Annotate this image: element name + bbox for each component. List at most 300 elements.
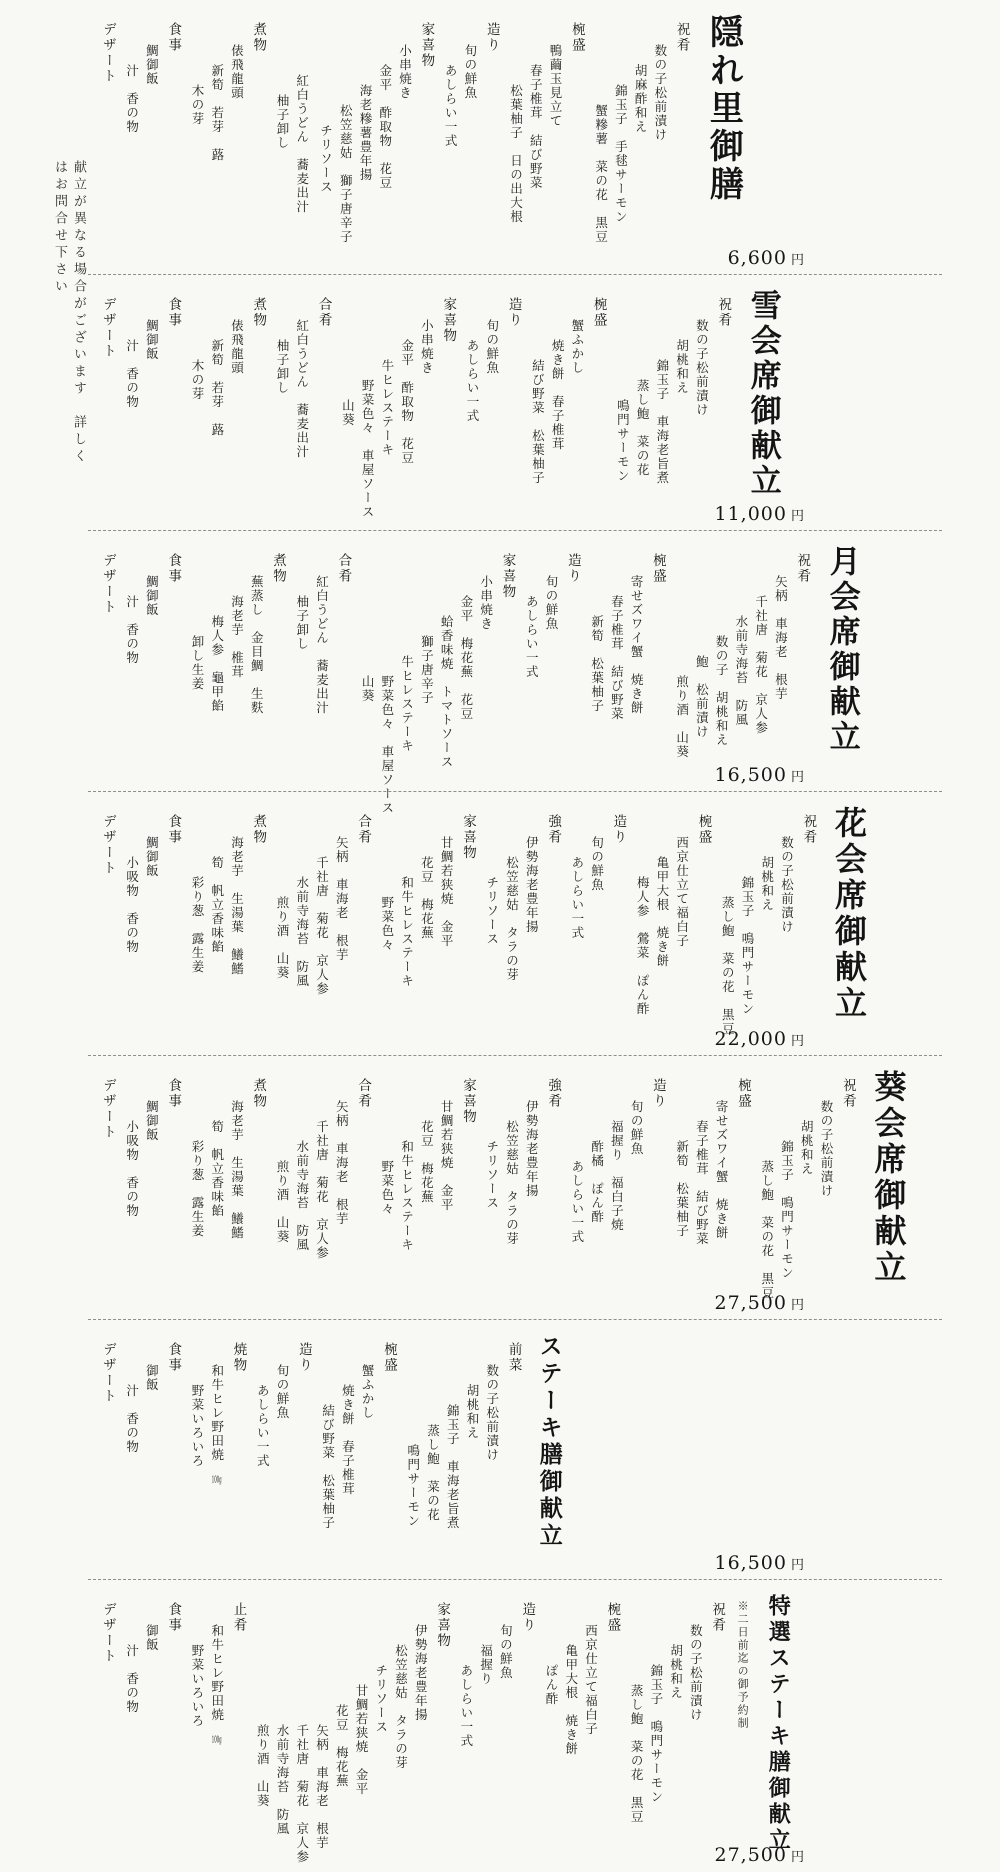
menu-item: 木の芽	[189, 359, 205, 401]
menu-group	[465, 289, 520, 521]
section-price	[715, 503, 806, 525]
section-body	[90, 1334, 561, 1570]
menu-item: 小串焼き	[419, 319, 435, 375]
menu-item: 蒸し鮑 菜の花 黒豆	[629, 1684, 645, 1824]
menu-group	[125, 1070, 180, 1310]
menu-item: 汁 香の物	[124, 64, 140, 134]
group-label: 椀盛	[649, 553, 666, 584]
menu-group	[100, 806, 115, 1046]
group-label: デザート	[99, 1078, 116, 1140]
menu-item: 水前寺海苔 防風	[275, 1724, 291, 1836]
menu-group	[275, 1070, 370, 1310]
menu-item: チリソース	[484, 876, 500, 946]
price-amount: 16,500	[714, 764, 787, 786]
menu-item: 錦玉子 鳴門サーモン	[779, 1140, 795, 1280]
group-label: 煮物	[250, 814, 267, 845]
price-currency: 円	[790, 770, 805, 785]
menu-item: 牛ヒレステーキ	[379, 359, 395, 457]
menu-group	[256, 1334, 311, 1570]
group-label: 椀盛	[568, 22, 585, 53]
group-label: 止肴	[230, 1602, 247, 1633]
menu-item: 数の子松前漬け	[779, 836, 795, 934]
section-price	[715, 1844, 806, 1866]
menu-item: 御飯	[144, 1364, 160, 1392]
group-label: 祝肴	[709, 1602, 726, 1633]
group-label: 合肴	[315, 297, 332, 328]
menu-item: 焼き餅 春子椎茸	[340, 1384, 356, 1496]
menu-item: 鯛御飯	[144, 1100, 160, 1142]
menu-item: あしらい一式	[255, 1384, 271, 1468]
menu-item: 寄せズワイ蟹 焼き餅	[714, 1100, 730, 1240]
group-label: 祝肴	[839, 1078, 856, 1109]
menu-item: 数の子 胡桃和え	[714, 635, 730, 747]
menu-item: 小吸物 香の物	[124, 856, 140, 954]
menu-section	[0, 531, 1000, 815]
menu-item: あしらい一式	[569, 856, 585, 940]
menu-item: ぽん酢	[543, 1664, 559, 1706]
price-amount: 11,000	[714, 503, 787, 525]
group-label: 造り	[295, 1342, 312, 1373]
menu-group	[380, 806, 475, 1046]
group-label: 合肴	[355, 1078, 372, 1109]
menu-item: 牛ヒレステーキ	[399, 655, 415, 753]
menu-item: 紅白うどん 蕎麦出汁	[314, 575, 330, 715]
menu-item: 獅子唐辛子	[419, 635, 435, 705]
menu-item: 紅白うどん 蕎麦出汁	[294, 319, 310, 459]
menu-item: 胡桃和え	[464, 1384, 480, 1440]
menu-item: 汁 香の物	[124, 595, 140, 665]
menu-group	[319, 14, 434, 265]
menu-item: 春子椎茸 結び野菜	[528, 64, 544, 190]
menu-item: 数の子松前漬け	[694, 319, 710, 417]
menu-group	[275, 289, 330, 521]
group-label: 食事	[165, 297, 182, 328]
section-body	[90, 806, 868, 1046]
menu-item: 金平 梅花蕪 花豆	[458, 595, 474, 721]
group-label: 煮物	[250, 1078, 267, 1109]
price-amount: 22,000	[714, 1028, 787, 1050]
price-amount: 16,500	[714, 1552, 787, 1574]
menu-group	[190, 1594, 245, 1862]
menu-group	[616, 289, 731, 521]
menu-item: 水前寺海苔 防風	[294, 1140, 310, 1252]
menu-group	[544, 1594, 619, 1862]
menu-item: 千社唐 菊花 京人参	[753, 595, 769, 735]
menu-item: 花豆 梅花蕪	[419, 856, 435, 940]
menu-item: 小吸物 香の物	[124, 1120, 140, 1218]
section-title: 隠れ里御膳	[703, 14, 744, 204]
menu-item: 野菜いろいろ	[189, 1644, 205, 1728]
menu-item: 松葉柚子 日の出大根	[508, 84, 524, 224]
menu-item: 矢柄 車海老 根芋	[334, 1100, 350, 1226]
menu-group	[509, 14, 584, 265]
menu-group	[531, 289, 606, 521]
menu-item: 蛤香味焼 トマトソース	[439, 615, 455, 769]
menu-item: 蟹ふかし	[569, 319, 585, 375]
group-label: 煮物	[270, 553, 287, 584]
group-label: デザート	[99, 1602, 116, 1664]
menu-item: 千社唐 菊花 京人参	[314, 856, 330, 996]
section-body	[90, 545, 860, 815]
group-label: 煮物	[250, 297, 267, 328]
group-label: 食事	[165, 553, 182, 584]
menu-item: 梅人参 龜甲餡	[209, 615, 225, 713]
section-body	[90, 14, 744, 265]
menu-item: 酢橘 ぽん酢	[589, 1140, 605, 1224]
menu-item: 彩り葱 露生姜	[189, 876, 205, 974]
menu-group	[485, 806, 560, 1046]
menu-item: 筍 帆立香味餡	[209, 1120, 225, 1218]
menu-section	[0, 1320, 1000, 1580]
side-note: 献立が異なる場合がございます 詳しくはお問合せ下さい	[52, 160, 86, 466]
menu-item: 焼き餅 春子椎茸	[550, 339, 566, 451]
section-title: 特選ステーキ膳御献立	[765, 1594, 792, 1854]
menu-item: 鮑 松前漬け	[694, 655, 710, 739]
menu-group	[190, 14, 265, 265]
menu-item: あしらい一式	[569, 1160, 585, 1244]
menu-item: 胡桃和え	[668, 1644, 684, 1700]
menu-item: 汁 香の物	[124, 1384, 140, 1454]
menu-item: チリソース	[484, 1140, 500, 1210]
menu-item: あしらい一式	[443, 64, 459, 148]
menu-item: 柚子卸し	[275, 339, 291, 395]
menu-item: 矢柄 車海老 根芋	[314, 1724, 330, 1850]
group-label: 椀盛	[604, 1602, 621, 1633]
section-title: ステーキ膳御献立	[535, 1334, 563, 1550]
group-label: 食事	[165, 22, 182, 53]
menu-item: 野菜色々 車屋ソース	[360, 379, 376, 519]
menu-item: 新筍 松葉柚子	[674, 1140, 690, 1238]
menu-item: 紅白うどん 蕎麦出汁	[294, 74, 310, 214]
group-label: 祝肴	[673, 22, 690, 53]
menu-item: 汁 香の物	[124, 339, 140, 409]
menu-item: チリソース	[373, 1664, 389, 1734]
menu-item: 数の子松前漬け	[688, 1624, 704, 1722]
section-price	[715, 764, 806, 786]
menu-item: 甘鯛若狭焼 金平	[354, 1684, 370, 1796]
menu-item: 山葵	[360, 675, 376, 703]
group-label: 椀盛	[380, 1342, 397, 1373]
menu-item: 福握り 福白子焼	[609, 1120, 625, 1232]
menu-item: 山葵	[340, 399, 356, 427]
menu-item: 数の子松前漬け	[484, 1364, 500, 1462]
group-label: 椀盛	[735, 1078, 751, 1109]
menu-section	[0, 792, 1000, 1056]
menu-item: 錦玉子 車海老旨煮	[654, 359, 670, 485]
menu-item: 野菜色々	[379, 1160, 395, 1216]
menu-group	[125, 289, 180, 521]
menu-group	[594, 14, 689, 265]
menu-item: あしらい一式	[524, 595, 540, 679]
menu-group	[190, 1334, 245, 1570]
section-price	[715, 1028, 806, 1050]
menu-group	[360, 545, 516, 815]
menu-section	[0, 0, 1000, 275]
menu-group	[760, 1070, 855, 1310]
menu-item: 旬の鮮魚	[275, 1364, 291, 1420]
menu-item: 旬の鮮魚	[462, 44, 478, 100]
menu-group	[100, 1594, 115, 1862]
menu-item: 松笠慈姑 タラの芽	[393, 1644, 409, 1770]
menu-item: 野菜色々 車屋ソース	[379, 675, 395, 815]
menu-item: 千社唐 菊花 京人参	[294, 1724, 310, 1864]
menu-item: 亀甲大根 焼き餅	[654, 856, 670, 968]
menu-group	[443, 14, 498, 265]
weight-note: 100g	[211, 1736, 222, 1745]
menu-item: 柚子卸し	[275, 94, 291, 150]
menu-item: 煎り酒 山葵	[255, 1724, 271, 1808]
menu-item: 御飯	[144, 1624, 160, 1652]
menu-section	[0, 275, 1000, 531]
menu-group	[721, 806, 816, 1046]
menu-item: 結び野菜 松葉柚子	[320, 1404, 336, 1530]
menu-item: 海老芋 生湯葉 鱶鰭	[229, 1100, 245, 1240]
weight-note: 100g	[211, 1476, 222, 1485]
group-label: 造り	[610, 814, 627, 845]
group-label: 前菜	[505, 1342, 522, 1373]
menu-group	[125, 545, 180, 782]
group-label: デザート	[99, 553, 116, 615]
group-label: デザート	[99, 1342, 116, 1404]
menu-item: 水前寺海苔 防風	[733, 615, 749, 727]
menu-item: 蒸し鮑 菜の花 黒豆	[759, 1160, 775, 1300]
menu-item: 花豆 梅花蕪	[419, 1120, 435, 1204]
menu-group	[406, 1334, 521, 1570]
menu-item: 錦玉子 鳴門サーモン	[740, 876, 755, 1016]
section-title: 花会席御献立	[829, 806, 868, 1022]
menu-item: 彩り葱 露生姜	[189, 1140, 205, 1238]
section-body	[90, 1070, 908, 1310]
group-label: 焼物	[230, 1342, 247, 1373]
menu-group	[100, 289, 115, 521]
group-label: 家喜物	[459, 1078, 476, 1125]
group-label: 強肴	[545, 1078, 562, 1109]
menu-group	[125, 1594, 180, 1862]
menu-item: 俵飛龍頭	[229, 319, 245, 375]
section-price	[715, 1292, 806, 1314]
menu-section	[0, 1056, 1000, 1320]
menu-item: 鯛御飯	[144, 575, 160, 617]
menu-item: 胡麻酢和え	[633, 64, 649, 134]
menu-item: 数の子松前漬け	[819, 1100, 834, 1198]
menu-group	[570, 1070, 665, 1310]
menu-item: 鴨繭玉見立て	[547, 44, 563, 128]
menu-group	[675, 1070, 750, 1310]
price-currency: 円	[790, 1298, 805, 1313]
menu-group	[590, 545, 665, 782]
menu-item: 和牛ヒレステーキ	[399, 876, 415, 988]
menu-item: 甘鯛若狭焼 金平	[439, 836, 455, 948]
group-label: 椀盛	[590, 297, 607, 328]
menu-item: 海老芋 生湯葉 鱶鰭	[229, 836, 245, 976]
menu-item: 蒸し鮑 菜の花	[425, 1424, 441, 1522]
menu-group	[635, 806, 710, 1046]
group-label: 食事	[165, 1602, 182, 1633]
group-label: 造り	[649, 1078, 666, 1109]
menu-item: 蟹糝薯 菜の花 黒豆	[593, 104, 609, 244]
price-amount: 27,500	[714, 1292, 787, 1314]
menu-group	[190, 545, 285, 782]
menu-item: 新筍 若芽 蕗	[209, 339, 225, 437]
menu-item: 筍 帆立香味餡	[209, 856, 225, 954]
menu-item: 卸し生姜	[189, 635, 205, 691]
menu-group	[275, 806, 370, 1046]
menu-item: 野菜いろいろ	[189, 1384, 205, 1468]
price-currency: 円	[790, 1850, 805, 1865]
menu-item: 旬の鮮魚	[498, 1624, 514, 1680]
menu-item: 旬の鮮魚	[589, 836, 605, 892]
menu-group	[190, 289, 265, 521]
menu-item: 数の子松前漬け	[652, 44, 668, 142]
menu-item: 煎り酒 山葵	[275, 1160, 291, 1244]
menu-group	[321, 1334, 396, 1570]
menu-group	[125, 806, 180, 1046]
menu-item: 伊勢海老豊年揚	[413, 1624, 429, 1722]
menu-item: 水前寺海苔 防風	[294, 876, 310, 988]
group-label: 食事	[165, 814, 182, 845]
menu-item: 新筍 松葉柚子	[589, 615, 605, 713]
menu-item: 木の芽	[189, 84, 205, 126]
menu-item: 鯛御飯	[144, 319, 160, 361]
group-label: 煮物	[250, 22, 267, 53]
price-currency: 円	[790, 509, 805, 524]
menu-item: 伊勢海老豊年揚	[524, 1100, 540, 1198]
section-title: 葵会席御献立	[869, 1070, 908, 1286]
menu-item: 梅人参 鶯菜 ぽん酢	[635, 876, 651, 1016]
menu-item: 新筍 若芽 蕗	[209, 64, 225, 162]
menu-group	[459, 1594, 534, 1862]
menu-group	[100, 1070, 115, 1310]
menu-item: 甘鯛若狭焼 金平	[439, 1100, 455, 1212]
menu-group	[125, 14, 180, 265]
group-label: 強肴	[545, 814, 562, 845]
group-label: デザート	[99, 814, 116, 876]
menu-item: 旬の鮮魚	[543, 575, 559, 631]
group-label: 合肴	[335, 553, 352, 584]
group-label: 家喜物	[499, 553, 516, 600]
menu-item: チリソース	[318, 124, 334, 194]
menu-item: 胡桃和え	[759, 856, 775, 912]
menu-item: 蒸し鮑 菜の花	[635, 379, 651, 477]
menu-group	[100, 1334, 115, 1570]
menu-item: 胡桃和え	[674, 339, 690, 395]
section-price	[728, 247, 805, 269]
menu-item: 矢柄 車海老 根芋	[773, 575, 789, 701]
menu-group	[295, 545, 350, 782]
menu-item: 鳴門サーモン	[405, 1444, 421, 1528]
menu-item: 蕪蒸し 金目鯛 生麩	[249, 575, 265, 715]
menu-item: 小串焼き	[397, 44, 413, 100]
menu-item: 春子椎茸 結び野菜	[609, 595, 625, 721]
menu-group	[125, 1334, 180, 1570]
group-label: 造り	[505, 297, 522, 328]
menu-item: 金平 酢取物 花豆	[399, 339, 415, 465]
menu-item: 海老芋 椎茸	[229, 595, 245, 679]
menu-group	[629, 1594, 724, 1862]
menu-item: あしらい一式	[464, 339, 480, 423]
menu-item: 鯛御飯	[144, 836, 160, 878]
group-label: 食事	[165, 1078, 182, 1109]
menu-group	[256, 1594, 450, 1862]
group-label: 祝肴	[794, 553, 811, 584]
group-label: 造り	[564, 553, 581, 584]
group-label: 合肴	[355, 814, 372, 845]
menu-item: 野菜色々	[379, 896, 395, 952]
menu-item: 結び野菜 松葉柚子	[530, 359, 546, 485]
section-title: 月会席御献立	[823, 545, 860, 755]
menu-item: 柚子卸し	[294, 595, 310, 651]
price-currency: 円	[790, 1558, 805, 1573]
group-label: 造り	[483, 22, 500, 53]
menu-group	[275, 14, 309, 265]
menu-item: 西京仕立て福白子	[674, 836, 690, 948]
menu-item: 伊勢海老豊年揚	[524, 836, 540, 934]
menu-item: 蒸し鮑 菜の花 黒豆	[720, 896, 736, 1036]
menu-item: 錦玉子 手毬サーモン	[613, 84, 629, 224]
menu-item: 鯛御飯	[144, 44, 160, 86]
menu-section	[0, 1580, 1000, 1872]
menu-group	[524, 545, 579, 782]
menu-group	[570, 806, 625, 1046]
price-currency: 円	[790, 1034, 805, 1049]
price-currency: 円	[790, 253, 805, 268]
menu-item: 煎り酒 山葵	[275, 896, 291, 980]
menu-group	[190, 1070, 265, 1310]
menu-group	[380, 1070, 475, 1310]
menu-item: 矢柄 車海老 根芋	[334, 836, 350, 962]
group-label: 祝肴	[800, 814, 817, 845]
menu-group	[190, 806, 265, 1046]
group-label: デザート	[99, 22, 116, 84]
price-amount: 27,500	[714, 1844, 787, 1866]
menu-group	[675, 545, 809, 782]
menu-item: 煎り酒 山葵	[674, 675, 690, 759]
menu-item: 汁 香の物	[124, 1644, 140, 1714]
menu-item: 花豆 梅花蕪	[334, 1704, 350, 1788]
section-title: 雪会席御献立	[744, 289, 781, 499]
menu-item: 俵飛龍頭	[229, 44, 245, 100]
menu-item: 亀甲大根 焼き餅	[563, 1644, 579, 1756]
menu-group	[100, 545, 115, 782]
menu-item: あしらい一式	[458, 1664, 474, 1748]
menu-item: 松笠慈姑 獅子唐辛子	[338, 104, 354, 244]
menu-item: 寄せズワイ蟹 焼き餅	[629, 575, 645, 715]
menu-item: 錦玉子 車海老旨煮	[445, 1404, 461, 1530]
price-amount: 6,600	[727, 247, 787, 269]
group-label: 家喜物	[434, 1602, 451, 1649]
group-label: 造り	[519, 1602, 536, 1633]
group-label: 家喜物	[418, 22, 435, 69]
section-price	[715, 1552, 806, 1574]
menu-item: 旬の鮮魚	[629, 1100, 645, 1156]
menu-item: 和牛ヒレ野田焼 100g	[209, 1364, 225, 1485]
reservation-note: ※二日前迄の御予約制	[736, 1600, 750, 1730]
group-label: 椀盛	[695, 814, 712, 845]
menu-item: 福握り	[478, 1644, 494, 1686]
menu-item: 蟹ふかし	[360, 1364, 376, 1420]
menu-item: 鳴門サーモン	[615, 399, 631, 483]
menu-group	[341, 289, 456, 521]
section-body	[90, 1594, 792, 1864]
menu-item: 和牛ヒレ野田焼 100g	[209, 1624, 225, 1745]
menu-item: 松笠慈姑 タラの芽	[504, 856, 520, 982]
menu-item: 小串焼き	[478, 575, 494, 631]
group-label: 祝肴	[715, 297, 732, 328]
group-label: 食事	[165, 1342, 182, 1373]
group-label: 家喜物	[459, 814, 476, 861]
menu-group	[485, 1070, 560, 1310]
menu-item: 胡桃和え	[799, 1120, 815, 1176]
